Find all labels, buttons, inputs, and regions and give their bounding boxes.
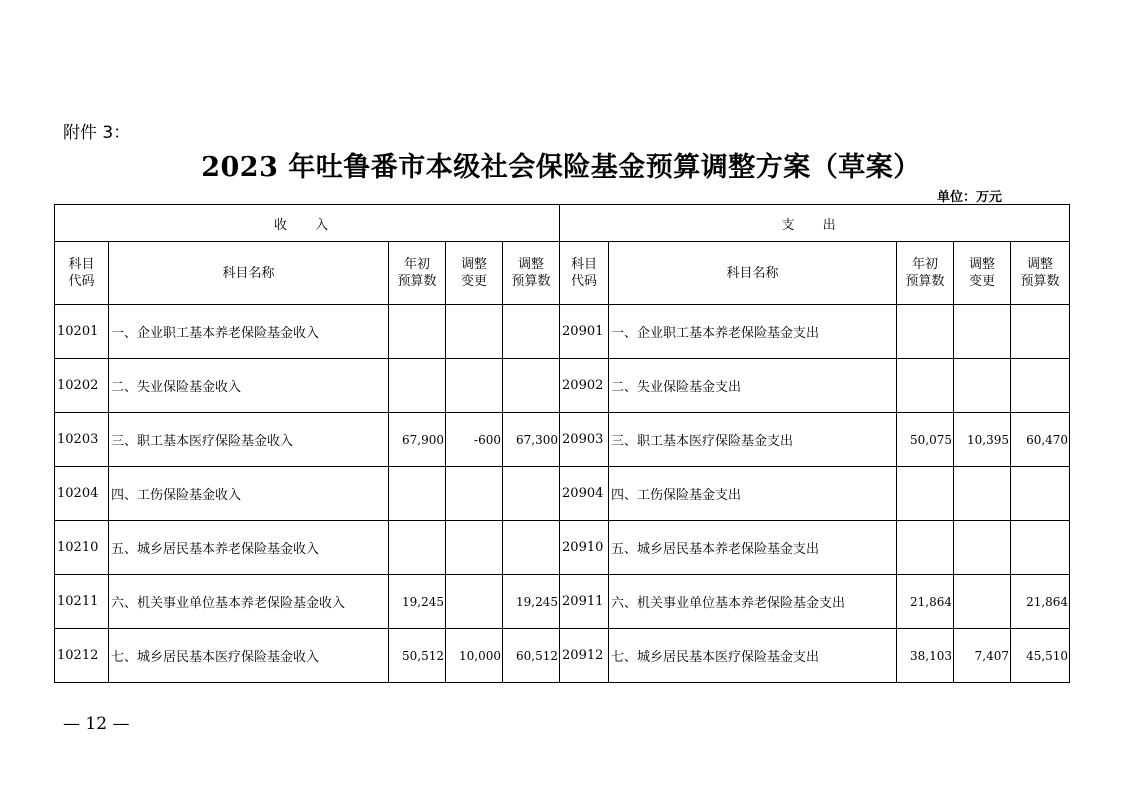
unit-label: 单位：万元: [936, 190, 1002, 205]
income-adjusted-cell: 67,300: [503, 413, 560, 467]
expense-change-cell: 10,395: [954, 413, 1011, 467]
table-row: [55, 413, 1070, 467]
expense-code-cell: 20910: [560, 521, 609, 575]
expense-change-cell: [954, 359, 1011, 413]
income-initial-cell: 50,512: [389, 629, 446, 683]
expense-code-cell: 20904: [560, 467, 609, 521]
income-name-cell: 六、机关事业单位基本养老保险基金收入: [109, 575, 389, 629]
expense-adjusted-cell: [1011, 467, 1070, 521]
expense-section-header: 支 出: [560, 205, 1070, 242]
expense-change-cell: 7,407: [954, 629, 1011, 683]
expense-initial-cell: 38,103: [897, 629, 954, 683]
expense-initial-cell: 21,864: [897, 575, 954, 629]
header-line: 年初: [912, 257, 939, 272]
header-line: 预算数: [511, 274, 551, 289]
header-line: 预算数: [1020, 274, 1060, 289]
expense-adjusted-header: [1011, 242, 1070, 305]
expense-name-cell: 五、城乡居民基本养老保险基金支出: [609, 521, 897, 575]
income-adjusted-cell: [503, 467, 560, 521]
expense-initial-cell: [897, 359, 954, 413]
header-line: 代码: [68, 274, 95, 289]
income-name-cell: 一、企业职工基本养老保险基金收入: [109, 305, 389, 359]
header-line: 代码: [571, 274, 598, 289]
income-initial-cell: [389, 521, 446, 575]
income-adjusted-cell: 60,512: [503, 629, 560, 683]
header-line: 变更: [969, 274, 996, 289]
expense-name-cell: 四、工伤保险基金支出: [609, 467, 897, 521]
header-line: 调整: [518, 257, 545, 272]
income-change-cell: [446, 575, 503, 629]
expense-initial-cell: [897, 467, 954, 521]
income-name-cell: 四、工伤保险基金收入: [109, 467, 389, 521]
expense-code-header: [560, 242, 609, 305]
income-change-cell: 10,000: [446, 629, 503, 683]
expense-initial-cell: [897, 305, 954, 359]
expense-initial-cell: [897, 521, 954, 575]
income-change-cell: -600: [446, 413, 503, 467]
income-change-cell: [446, 521, 503, 575]
table-row: [55, 305, 1070, 359]
income-change-cell: [446, 359, 503, 413]
header-line: 科目: [68, 257, 95, 272]
expense-adjusted-cell: 60,470: [1011, 413, 1070, 467]
header-line: 年初: [403, 257, 430, 272]
income-code-cell: 10210: [55, 521, 109, 575]
table-row: [55, 521, 1070, 575]
expense-change-header: [954, 242, 1011, 305]
income-change-cell: [446, 305, 503, 359]
expense-name-cell: 六、机关事业单位基本养老保险基金支出: [609, 575, 897, 629]
page-number: — 12 —: [63, 714, 130, 734]
expense-code-cell: 20901: [560, 305, 609, 359]
income-code-cell: 10203: [55, 413, 109, 467]
expense-name-cell: 七、城乡居民基本医疗保险基金支出: [609, 629, 897, 683]
expense-initial-cell: 50,075: [897, 413, 954, 467]
income-adjusted-cell: [503, 305, 560, 359]
income-name-cell: 五、城乡居民基本养老保险基金收入: [109, 521, 389, 575]
income-name-cell: 七、城乡居民基本医疗保险基金收入: [109, 629, 389, 683]
income-section-header: 收 入: [55, 205, 560, 242]
expense-change-cell: [954, 305, 1011, 359]
income-adjusted-header: [503, 242, 560, 305]
income-adjusted-cell: [503, 521, 560, 575]
expense-change-cell: [954, 467, 1011, 521]
income-initial-header: [389, 242, 446, 305]
budget-table: [54, 204, 1070, 683]
expense-adjusted-cell: [1011, 521, 1070, 575]
income-code-cell: 10211: [55, 575, 109, 629]
header-line: 科目: [571, 257, 598, 272]
expense-adjusted-cell: 21,864: [1011, 575, 1070, 629]
document-title: 2023 年吐鲁番市本级社会保险基金预算调整方案（草案）: [201, 152, 921, 183]
expense-code-cell: 20902: [560, 359, 609, 413]
table-row: [55, 629, 1070, 683]
income-code-cell: 10202: [55, 359, 109, 413]
expense-adjusted-cell: [1011, 359, 1070, 413]
income-initial-cell: 19,245: [389, 575, 446, 629]
expense-name-header: 科目名称: [609, 242, 897, 305]
expense-code-cell: 20911: [560, 575, 609, 629]
header-line: 预算数: [397, 274, 437, 289]
header-line: 调整: [460, 257, 487, 272]
income-name-cell: 三、职工基本医疗保险基金收入: [109, 413, 389, 467]
income-adjusted-cell: 19,245: [503, 575, 560, 629]
income-initial-cell: [389, 359, 446, 413]
expense-name-cell: 三、职工基本医疗保险基金支出: [609, 413, 897, 467]
table-row: [55, 359, 1070, 413]
income-name-header: 科目名称: [109, 242, 389, 305]
expense-adjusted-cell: [1011, 305, 1070, 359]
expense-name-cell: 二、失业保险基金支出: [609, 359, 897, 413]
expense-change-cell: [954, 521, 1011, 575]
income-adjusted-cell: [503, 359, 560, 413]
expense-code-cell: 20903: [560, 413, 609, 467]
income-name-cell: 二、失业保险基金收入: [109, 359, 389, 413]
attachment-label: 附件 3：: [63, 123, 131, 143]
expense-name-cell: 一、企业职工基本养老保险基金支出: [609, 305, 897, 359]
table-row: [55, 575, 1070, 629]
income-change-cell: [446, 467, 503, 521]
expense-adjusted-cell: 45,510: [1011, 629, 1070, 683]
income-change-header: [446, 242, 503, 305]
expense-initial-header: [897, 242, 954, 305]
income-initial-cell: 67,900: [389, 413, 446, 467]
income-initial-cell: [389, 467, 446, 521]
header-line: 变更: [460, 274, 487, 289]
header-line: 调整: [969, 257, 996, 272]
expense-change-cell: [954, 575, 1011, 629]
income-code-cell: 10204: [55, 467, 109, 521]
expense-code-cell: 20912: [560, 629, 609, 683]
table-row: [55, 467, 1070, 521]
income-code-cell: 10201: [55, 305, 109, 359]
income-code-cell: 10212: [55, 629, 109, 683]
header-line: 预算数: [905, 274, 945, 289]
income-code-header: [55, 242, 109, 305]
header-line: 调整: [1027, 257, 1054, 272]
income-initial-cell: [389, 305, 446, 359]
